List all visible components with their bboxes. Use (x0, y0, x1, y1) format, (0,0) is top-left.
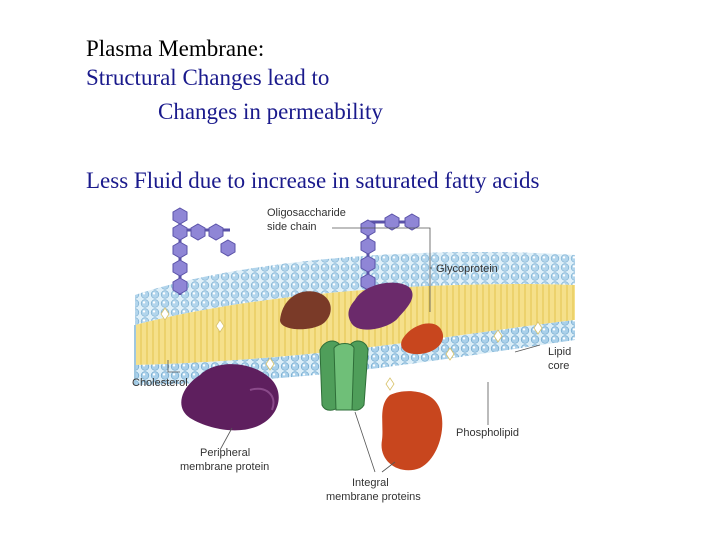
bullet-text: Less Fluid due to increase in saturated fatty acids (86, 168, 540, 193)
label-glycoprotein: Glycoprotein (436, 263, 498, 275)
plasma-membrane-diagram (120, 200, 590, 520)
label-oligosaccharide-1: Oligosaccharide (267, 207, 346, 219)
label-peripheral-2: membrane protein (180, 461, 270, 473)
label-oligosaccharide-2: side chain (267, 221, 317, 233)
label-phospholipid: Phospholipid (456, 427, 519, 439)
label-integral-1: Integral (352, 477, 389, 489)
channel-protein (320, 341, 368, 410)
label-cholesterol: Cholesterol (132, 377, 188, 389)
label-integral-2: membrane proteins (326, 491, 421, 503)
label-lipid-1: Lipid (548, 346, 572, 358)
label-peripheral-1: Peripheral (200, 447, 251, 459)
subtitle-line-1: Structural Changes lead to (86, 65, 330, 90)
subtitle-line-2: Changes in permeability (158, 99, 383, 124)
orange-protein-bottom (382, 391, 443, 470)
label-lipid-2: core (548, 360, 570, 372)
slide-title: Plasma Membrane: (86, 36, 265, 61)
